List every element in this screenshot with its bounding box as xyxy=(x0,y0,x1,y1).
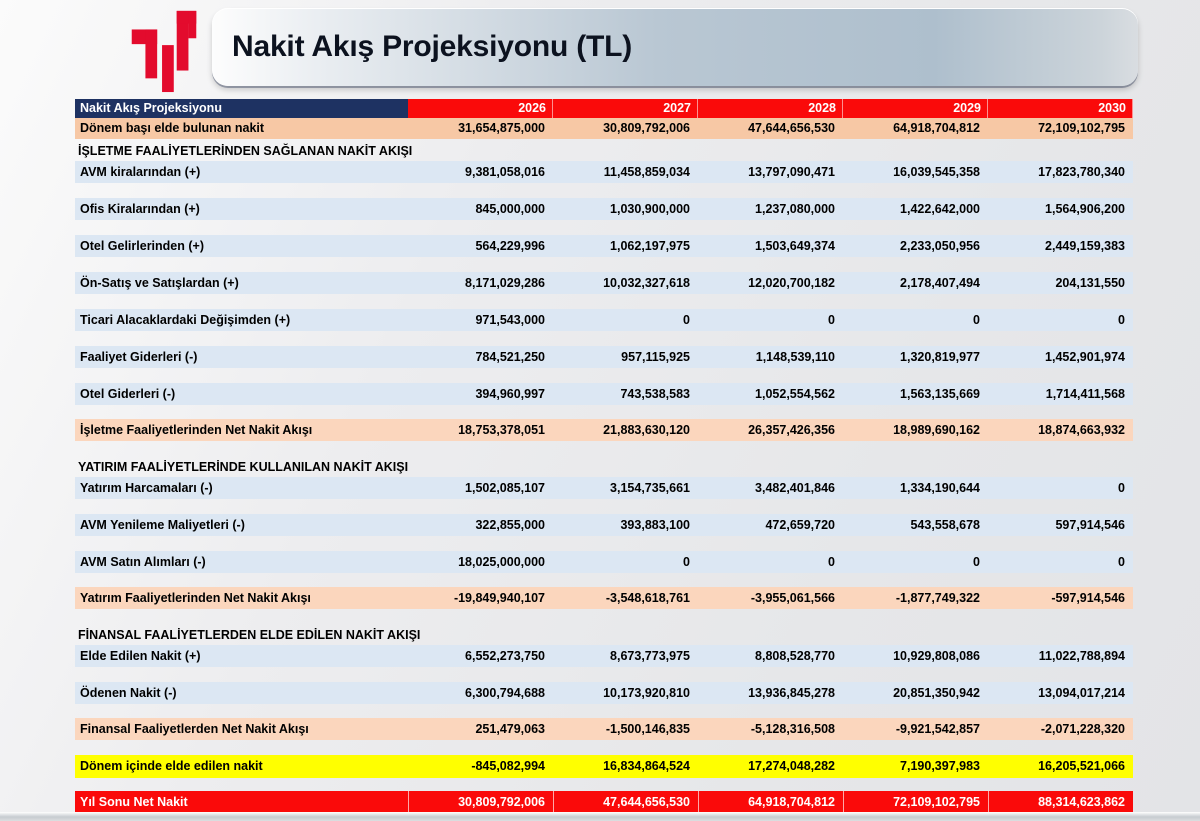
year-header: 2026 xyxy=(408,99,553,118)
value-cell: 72,109,102,795 xyxy=(843,791,988,813)
value-cell: 30,809,792,006 xyxy=(408,791,553,813)
table-row xyxy=(75,627,1133,643)
value-cell: 1,502,085,107 xyxy=(465,480,545,495)
value-cell: 8,171,029,286 xyxy=(465,275,545,290)
year-header: 2030 xyxy=(988,99,1133,118)
value-cell: 13,936,845,278 xyxy=(748,685,835,700)
value-cell: 16,039,545,358 xyxy=(893,164,980,179)
row-label: AVM Yenileme Maliyetleri (-) xyxy=(80,517,245,532)
value-cell: 11,458,859,034 xyxy=(603,164,690,179)
value-cell: -19,849,940,107 xyxy=(453,590,545,605)
row-label: Yatırım Faaliyetlerinden Net Nakit Akışı xyxy=(80,590,311,605)
table-row xyxy=(75,272,1133,294)
row-label: Yıl Sonu Net Nakit xyxy=(80,794,188,809)
value-cell: -5,128,316,508 xyxy=(750,721,835,736)
value-cell: 1,422,642,000 xyxy=(900,201,980,216)
row-label: Dönem içinde elde edilen nakit xyxy=(80,759,263,774)
table-row xyxy=(75,419,1133,441)
table-row xyxy=(75,514,1133,536)
row-label: Faaliyet Giderleri (-) xyxy=(80,349,198,364)
value-cell: 3,482,401,846 xyxy=(755,480,835,495)
value-cell: 251,479,063 xyxy=(475,721,545,736)
value-cell: 1,030,900,000 xyxy=(610,201,690,216)
value-cell: 10,929,808,086 xyxy=(893,648,980,663)
value-cell: -1,500,146,835 xyxy=(605,721,690,736)
value-cell: 1,714,411,568 xyxy=(1045,386,1125,401)
value-cell: 0 xyxy=(828,312,835,327)
page-title: Nakit Akış Projeksiyonu (TL) xyxy=(232,30,633,63)
row-label: Ticari Alacaklardaki Değişimden (+) xyxy=(80,312,291,327)
value-cell: 1,052,554,562 xyxy=(755,386,835,401)
table-row xyxy=(75,346,1133,368)
value-cell: 20,851,350,942 xyxy=(893,685,980,700)
table-row xyxy=(75,118,1133,139)
value-cell: 845,000,000 xyxy=(475,201,545,216)
value-cell: 0 xyxy=(1118,480,1125,495)
row-label: Ödenen Nakit (-) xyxy=(80,685,177,700)
row-label: Otel Gelirlerinden (+) xyxy=(80,238,204,253)
row-label: İşletme Faaliyetlerinden Net Nakit Akışı xyxy=(80,422,313,437)
value-cell: 47,644,656,530 xyxy=(553,791,698,813)
brand-logo-icon xyxy=(128,6,200,94)
value-cell: 13,797,090,471 xyxy=(748,164,835,179)
value-cell: -9,921,542,857 xyxy=(895,721,980,736)
value-cell: 9,381,058,016 xyxy=(465,164,545,179)
value-cell: 1,062,197,975 xyxy=(610,238,690,253)
table-row xyxy=(75,791,1133,813)
table-row xyxy=(75,459,1133,475)
value-cell: 597,914,546 xyxy=(1055,517,1125,532)
year-header: 2029 xyxy=(843,99,988,118)
value-cell: 1,563,135,669 xyxy=(900,386,980,401)
row-label: Yatırım Harcamaları (-) xyxy=(80,480,213,495)
value-cell: 0 xyxy=(683,312,690,327)
value-cell: -1,877,749,322 xyxy=(895,590,980,605)
value-cell: 784,521,250 xyxy=(475,349,545,364)
value-cell: 6,552,273,750 xyxy=(465,648,545,663)
table-corner-label: Nakit Akış Projeksiyonu xyxy=(75,99,408,118)
value-cell: 204,131,550 xyxy=(1055,275,1125,290)
value-cell: 0 xyxy=(828,554,835,569)
value-cell: 10,173,920,810 xyxy=(603,685,690,700)
value-cell: 8,808,528,770 xyxy=(755,648,835,663)
value-cell: -3,548,618,761 xyxy=(605,590,690,605)
value-cell: 2,233,050,956 xyxy=(900,238,980,253)
value-cell: 1,503,649,374 xyxy=(755,238,835,253)
value-cell: 13,094,017,214 xyxy=(1038,685,1125,700)
value-cell: 1,564,906,200 xyxy=(1045,201,1125,216)
table-row xyxy=(75,587,1133,609)
cashflow-table xyxy=(75,99,1133,813)
value-cell: 11,022,788,894 xyxy=(1038,648,1125,663)
value-cell: 2,449,159,383 xyxy=(1045,238,1125,253)
table-row xyxy=(75,143,1133,159)
value-cell: -597,914,546 xyxy=(1051,590,1125,605)
value-cell: 393,883,100 xyxy=(620,517,690,532)
value-cell: -3,955,061,566 xyxy=(750,590,835,605)
bottom-edge-divider xyxy=(0,812,1200,821)
value-cell: 394,960,997 xyxy=(475,386,545,401)
value-cell: 72,109,102,795 xyxy=(1038,121,1125,136)
table-row xyxy=(75,755,1133,778)
row-label: Otel Giderleri (-) xyxy=(80,386,176,401)
value-cell: 26,357,426,356 xyxy=(748,422,835,437)
value-cell: 64,918,704,812 xyxy=(698,791,843,813)
table-row xyxy=(75,383,1133,405)
table-row xyxy=(75,682,1133,704)
table-row xyxy=(75,477,1133,499)
value-cell: 957,115,925 xyxy=(621,349,690,364)
value-cell: 0 xyxy=(683,554,690,569)
value-cell: 64,918,704,812 xyxy=(893,121,980,136)
title-banner xyxy=(212,8,1138,86)
table-row xyxy=(75,551,1133,573)
value-cell: -2,071,228,320 xyxy=(1040,721,1125,736)
table-row xyxy=(75,645,1133,667)
value-cell: 18,989,690,162 xyxy=(893,422,980,437)
value-cell: 17,274,048,282 xyxy=(748,759,835,774)
value-cell: 543,558,678 xyxy=(910,517,980,532)
value-cell: 1,148,539,110 xyxy=(755,349,835,364)
row-label: AVM Satın Alımları (-) xyxy=(80,554,206,569)
value-cell: 322,855,000 xyxy=(475,517,545,532)
value-cell: 0 xyxy=(973,312,980,327)
value-cell: -845,082,994 xyxy=(471,759,545,774)
value-cell: 10,032,327,618 xyxy=(603,275,690,290)
value-cell: 8,673,773,975 xyxy=(610,648,690,663)
value-cell: 1,452,901,974 xyxy=(1045,349,1125,364)
row-label: Dönem başı elde bulunan nakit xyxy=(80,121,265,136)
value-cell: 18,874,663,932 xyxy=(1038,422,1125,437)
row-label: AVM kiralarından (+) xyxy=(80,164,201,179)
value-cell: 0 xyxy=(1118,312,1125,327)
value-cell: 30,809,792,006 xyxy=(603,121,690,136)
row-label: Finansal Faaliyetlerden Net Nakit Akışı xyxy=(80,721,309,736)
table-row xyxy=(75,198,1133,220)
value-cell: 1,320,819,977 xyxy=(900,349,980,364)
row-label: Ön-Satış ve Satışlardan (+) xyxy=(80,275,239,290)
row-label: İŞLETME FAALİYETLERİNDEN SAĞLANAN NAKİT AKIŞI xyxy=(78,143,413,158)
row-label: FİNANSAL FAALİYETLERDEN ELDE EDİLEN NAKİT AKIŞI xyxy=(78,627,421,642)
year-header: 2028 xyxy=(698,99,843,118)
value-cell: 7,190,397,983 xyxy=(900,759,980,774)
value-cell: 12,020,700,182 xyxy=(748,275,835,290)
value-cell: 47,644,656,530 xyxy=(748,121,835,136)
table-header-row xyxy=(75,99,1133,118)
value-cell: 1,334,190,644 xyxy=(900,480,980,495)
row-label: YATIRIM FAALİYETLERİNDE KULLANILAN NAKİT AKIŞI xyxy=(78,459,409,474)
value-cell: 88,314,623,862 xyxy=(988,791,1133,813)
value-cell: 472,659,720 xyxy=(765,517,835,532)
value-cell: 16,834,864,524 xyxy=(603,759,690,774)
value-cell: 1,237,080,000 xyxy=(755,201,835,216)
value-cell: 17,823,780,340 xyxy=(1038,164,1125,179)
year-header: 2027 xyxy=(553,99,698,118)
value-cell: 3,154,735,661 xyxy=(610,480,690,495)
value-cell: 21,883,630,120 xyxy=(603,422,690,437)
value-cell: 18,753,378,051 xyxy=(458,422,545,437)
value-cell: 0 xyxy=(973,554,980,569)
table-row xyxy=(75,235,1133,257)
value-cell: 16,205,521,066 xyxy=(1038,759,1125,774)
table-row xyxy=(75,309,1133,331)
value-cell: 0 xyxy=(1118,554,1125,569)
value-cell: 31,654,875,000 xyxy=(458,121,545,136)
value-cell: 564,229,996 xyxy=(475,238,545,253)
table-row xyxy=(75,161,1133,183)
row-label: Ofis Kiralarından (+) xyxy=(80,201,200,216)
value-cell: 2,178,407,494 xyxy=(900,275,980,290)
value-cell: 6,300,794,688 xyxy=(465,685,545,700)
row-label: Elde Edilen Nakit (+) xyxy=(80,648,201,663)
value-cell: 18,025,000,000 xyxy=(458,554,545,569)
value-cell: 743,538,583 xyxy=(620,386,690,401)
table-row xyxy=(75,718,1133,740)
value-cell: 971,543,000 xyxy=(475,312,545,327)
